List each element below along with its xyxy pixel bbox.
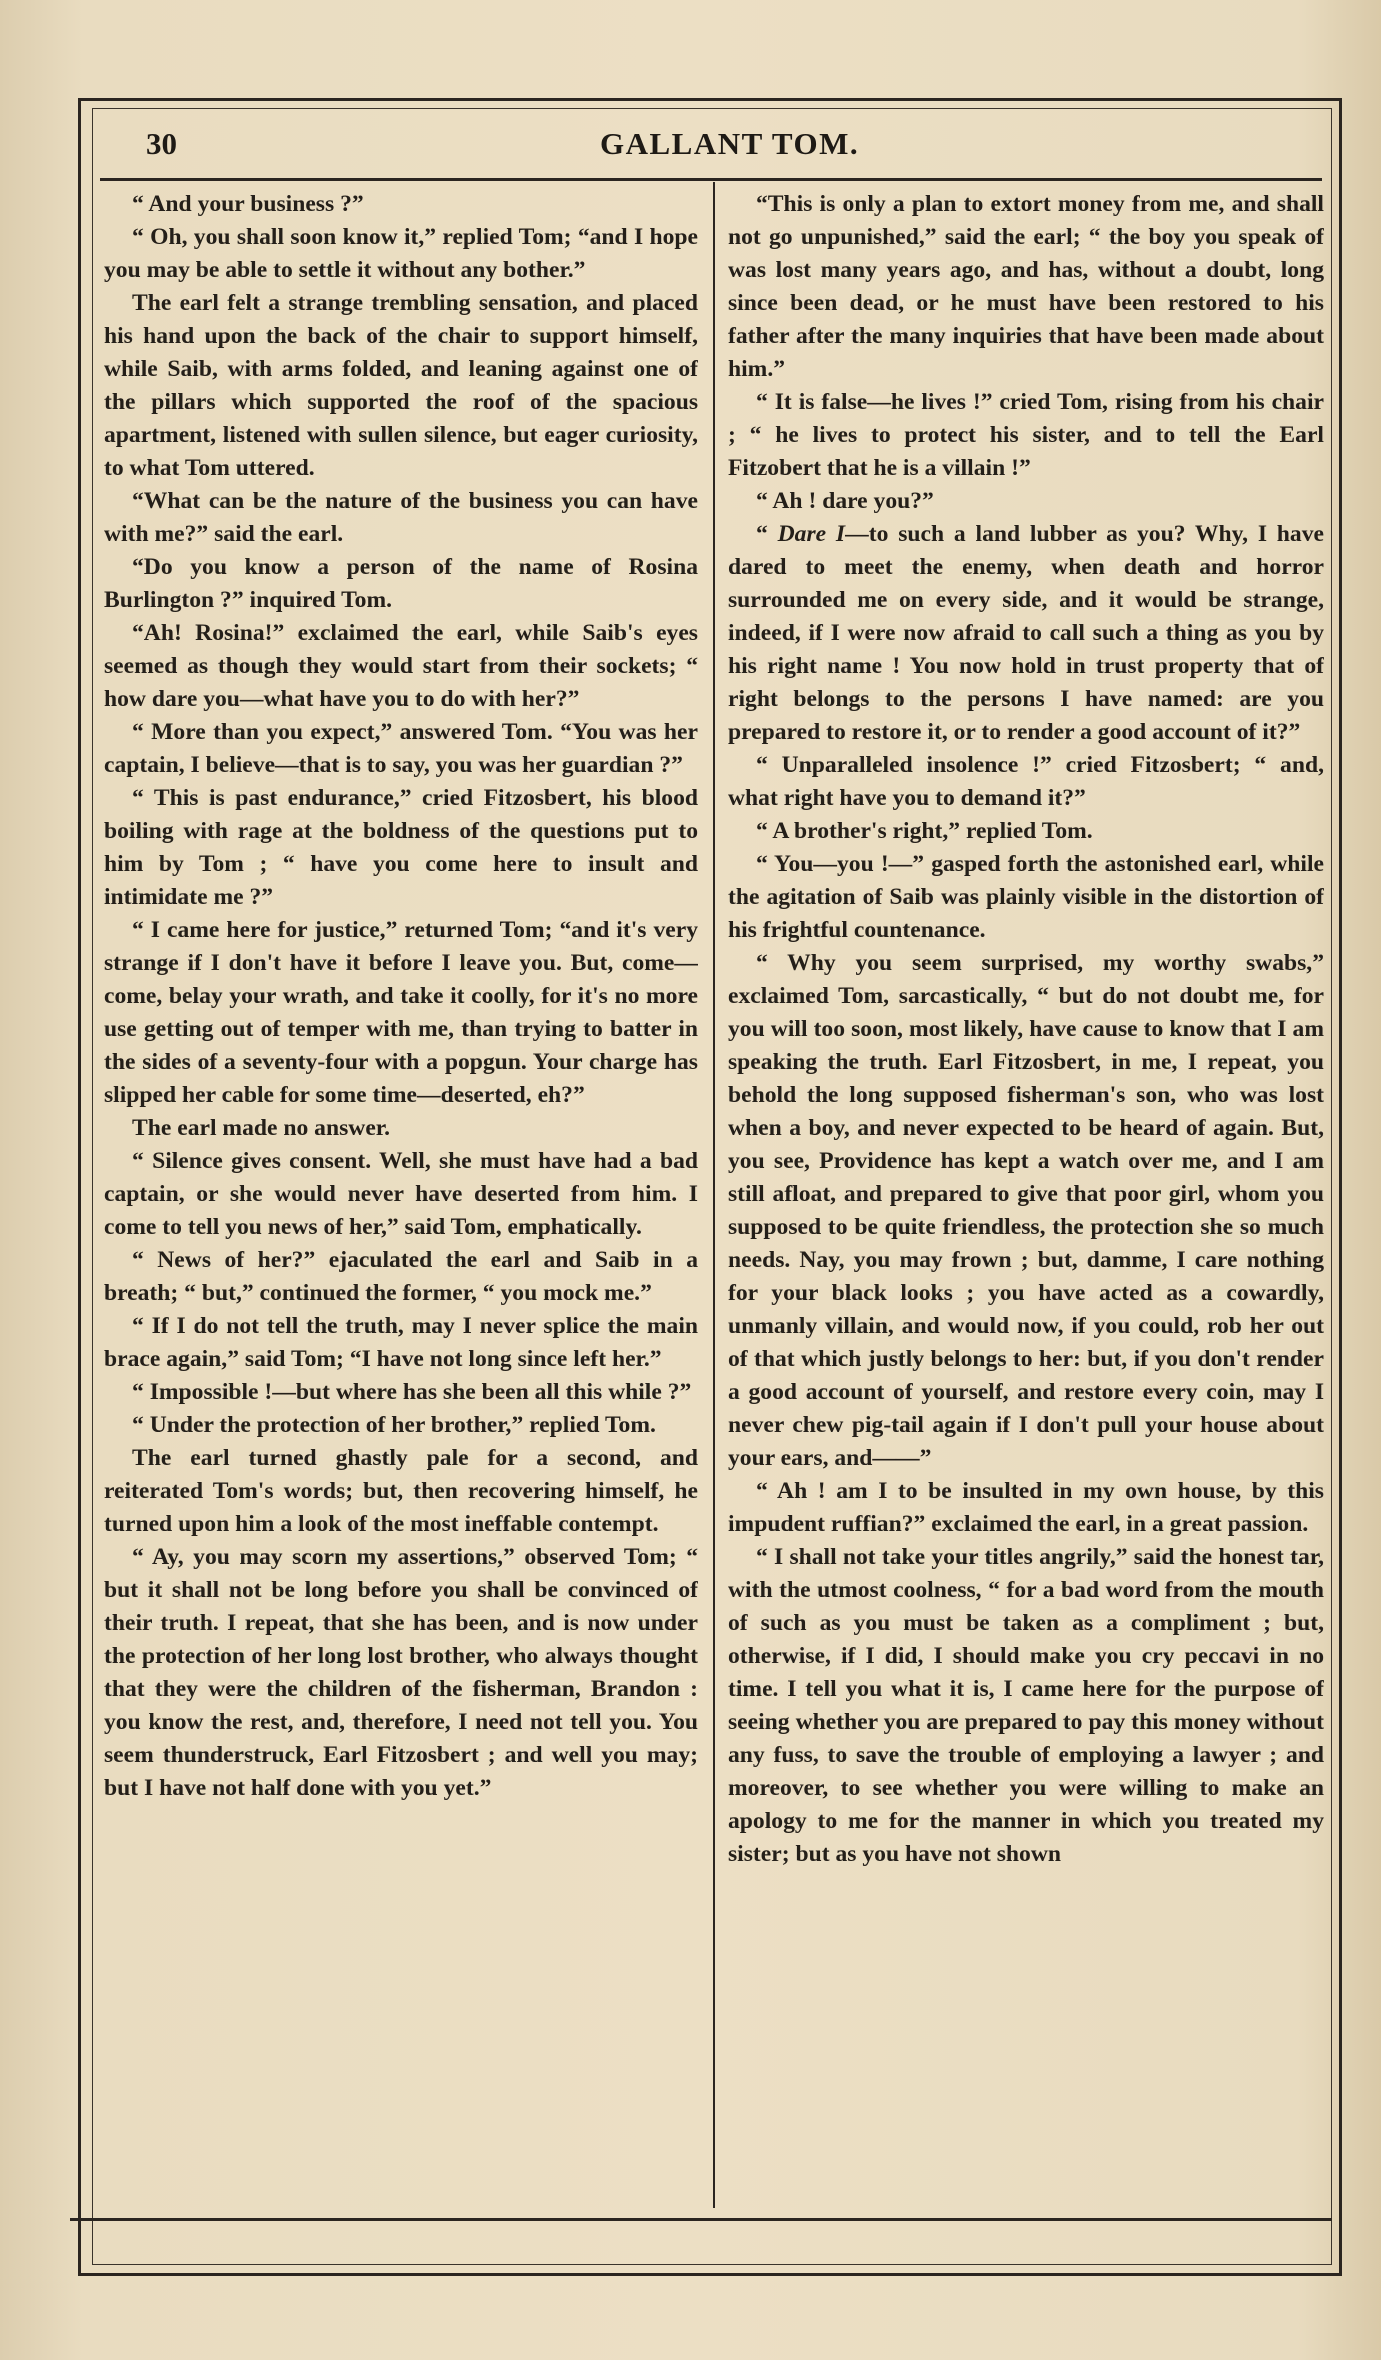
paragraph: “ If I do not tell the truth, may I never splice the main brace again,” said Tom; “I have not long since left her.” xyxy=(104,1313,698,1372)
paragraph: “ Why you seem surprised, my worthy swabs,” exclaimed Tom, sarcastically, “ but do not doubt me, for you will too soon, most likely, have cause to know that I am speaking the truth. Earl Fitzosbert, in me, I repeat, you behold the long supposed fisherman's son, who was lost when a boy, and never expected to be heard of again. But, you see, Providence has kept a watch over me, and I am still afloat, and prepared to give that poor girl, whom you supposed to be quite friendless, the protection she so much needs. Nay, you may frown ; but, damme, I care nothing for your black looks ; you have acted as a cowardly, unmanly villain, and would now, if you could, rob her out of that which justly belongs to her: but, if you don't render a good account of yourself, and restore every coin, may I never chew pig-tail again if I don't pull your house about your ears, and——” xyxy=(728,950,1324,1471)
paragraph-rest: —to such a land lubber as you? Why, I have dared to meet the enemy, when death and horror surrounded me on every side, and it would be strange, indeed, if I were now afraid to call such a thing as you by his right name ! You now hold in trust property that of right belongs to the persons I have named: are you prepared to restore it, or to render a good account of it?” xyxy=(728,521,1324,745)
paragraph: “ Silence gives consent. Well, she must have had a bad captain, or she would never have deserted from him. I come to tell you news of her,” said Tom, emphatically. xyxy=(104,1148,698,1240)
paragraph: “ Ah ! am I to be insulted in my own house, by this impudent ruffian?” exclaimed the earl, in a great passion. xyxy=(728,1478,1324,1537)
paragraph: “ Ay, you may scorn my assertions,” observed Tom; “ but it shall not be long before you shall be convinced of their truth. I repeat, that she has been, and is now under the protection of her long lost brother, who always thought that they were the children of the fisherman, Brandon : you know the rest, and, therefore, I need not tell you. You seem thunderstruck, Earl Fitzosbert ; and well you may; but I have not half done with you yet.” xyxy=(104,1544,698,1801)
header-rule xyxy=(100,178,1322,181)
quote-mark: “ xyxy=(756,521,768,547)
paragraph: “ Ah ! dare you?” xyxy=(756,488,934,514)
paragraph: “ A brother's right,” replied Tom. xyxy=(756,818,1093,844)
paragraph: “ I shall not take your titles angrily,” said the honest tar, with the utmost coolness, “ for a bad word from the mouth of such as you must be taken as a compliment ; but, otherwise, if I did, I should make you cry peccavi in no time. I tell you what it is, I came here for the purpose of seeing whether you are prepared to pay this money without any fuss, to save the trouble of employing a lawyer ; and moreover, to see whether you were willing to make an apology to me for the manner in which you treated my sister; but as you have not shown xyxy=(728,1544,1324,1867)
paragraph: “ You—you !—” gasped forth the astonished earl, while the agitation of Saib was plainly visible in the distortion of his frightful countenance. xyxy=(728,851,1324,943)
right-column xyxy=(728,188,1324,2208)
paragraph: “ Under the protection of her brother,” replied Tom. xyxy=(132,1412,656,1438)
paragraph: “ And your business ?” xyxy=(132,191,364,217)
paragraph: The earl turned ghastly pale for a second, and reiterated Tom's words; but, then recovering himself, he turned upon him a look of the most ineffable contempt. xyxy=(104,1445,698,1537)
column-divider xyxy=(713,182,715,2208)
paragraph: “Ah! Rosina!” exclaimed the earl, while Saib's eyes seemed as though they would start from their sockets; “ how dare you—what have you to do with her?” xyxy=(104,620,698,712)
paragraph: “ News of her?” ejaculated the earl and Saib in a breath; “ but,” continued the former, “ you mock me.” xyxy=(104,1247,698,1306)
paragraph xyxy=(728,518,1324,749)
paragraph: “ More than you expect,” answered Tom. “You was her captain, I believe—that is to say, you was her guardian ?” xyxy=(104,719,698,778)
paragraph: “ It is false—he lives !” cried Tom, rising from his chair ; “ he lives to protect his sister, and to tell the Earl Fitzobert that he is a villain !” xyxy=(728,389,1324,481)
paragraph: The earl felt a strange trembling sensation, and placed his hand upon the back of the chair to support himself, while Saib, with arms folded, and leaning against one of the pillars which supported the roof of the spacious apartment, listened with sullen silence, but eager curiosity, to what Tom uttered. xyxy=(104,290,698,481)
footer-rule xyxy=(70,2218,1332,2221)
left-column xyxy=(104,188,698,2208)
paragraph: “ Oh, you shall soon know it,” replied Tom; “and I hope you may be able to settle it without any bother.” xyxy=(104,224,698,283)
paragraph: “This is only a plan to extort money from me, and shall not go unpunished,” said the earl; “ the boy you speak of was lost many years ago, and has, without a doubt, long since been dead, or he must have been restored to his father after the many inquiries that have been made about him.” xyxy=(728,191,1324,382)
paragraph: “What can be the nature of the business you can have with me?” said the earl. xyxy=(104,488,698,547)
page-header xyxy=(140,122,1320,170)
paragraph: The earl made no answer. xyxy=(132,1115,390,1141)
paragraph: “ Unparalleled insolence !” cried Fitzosbert; “ and, what right have you to demand it?” xyxy=(728,752,1324,811)
running-title: GALLANT TOM. xyxy=(600,126,860,161)
paragraph: “ I came here for justice,” returned Tom; “and it's very strange if I don't have it before I leave you. But, come—come, belay your wrath, and take it coolly, for it's no more use getting out of temper with me, than trying to batter in the sides of a seventy-four with a popgun. Your charge has slipped her cable for some time—deserted, eh?” xyxy=(104,917,698,1108)
paragraph: “ Impossible !—but where has she been all this while ?” xyxy=(132,1379,692,1405)
paragraph: “ This is past endurance,” cried Fitzosbert, his blood boiling with rage at the boldness of the questions put to him by Tom ; “ have you come here to insult and intimidate me ?” xyxy=(104,785,698,910)
italic-phrase: Dare I xyxy=(777,521,846,547)
page-number: 30 xyxy=(146,126,177,161)
paragraph: “Do you know a person of the name of Rosina Burlington ?” inquired Tom. xyxy=(104,554,698,613)
